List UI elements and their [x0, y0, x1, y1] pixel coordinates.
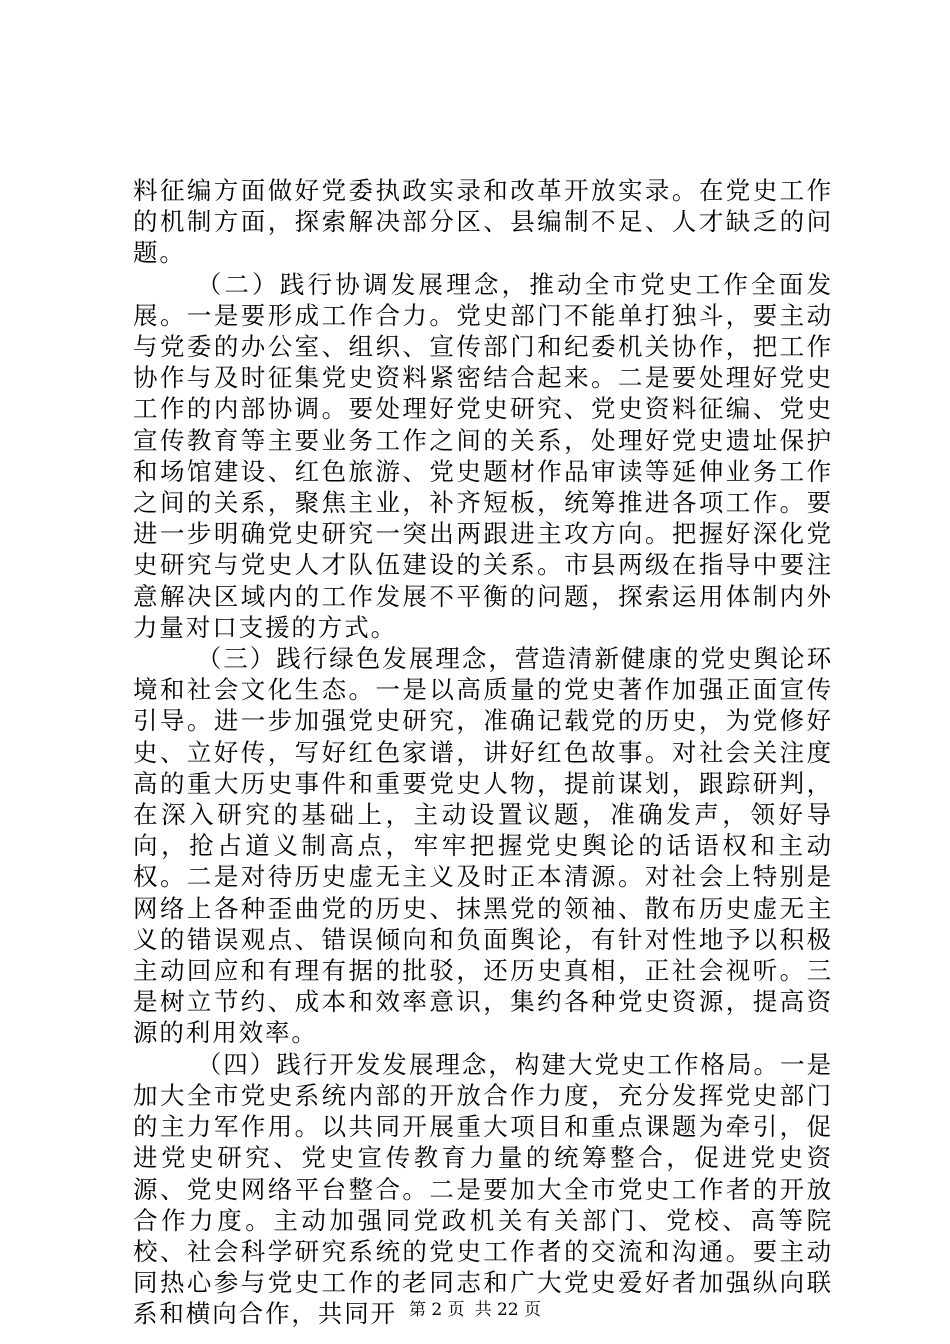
paragraph-4: （四）践行开发发展理念，构建大党史工作格局。一是加大全市党史系统内部的开放合作力度，充分发挥党史部门的主力军作用。以共同开展重大项目和重点课题为牵引，促进党史研究、党史宣传教育力量的统筹整合，促进党史资源、党史网络平台整合。二是要加大全市党史工作者的开放合作力度。主动加强同党政机关有关部门、党校、高等院校、社会科学研究系统的党史工作者的交流和沟通。要主动同热心参与党史工作的老同志和广大党史爱好者加强纵向联系和横向合作，共同开	[133, 1049, 833, 1329]
document-body	[133, 175, 833, 1330]
page-number: 第 2 页	[408, 1300, 465, 1320]
page-total: 共 22 页	[474, 1300, 542, 1320]
paragraph-3: （三）践行绿色发展理念，营造清新健康的党史舆论环境和社会文化生态。一是以高质量的党史著作加强正面宣传引导。进一步加强党史研究，准确记载党的历史，为党修好史、立好传，写好红色家谱，讲好红色故事。对社会关注度高的重大历史事件和重要党史人物，提前谋划，跟踪研判，在深入研究的基础上，主动设置议题，准确发声，领好导向，抢占道义制高点，牢牢把握党史舆论的话语权和主动权。二是对待历史虚无主义及时正本清源。对社会上特别是网络上各种歪曲党的历史、抹黑党的领袖、散布历史虚无主义的错误观点、错误倾向和负面舆论，有针对性地予以积极主动回应和有理有据的批驳，还历史真相，正社会视听。三是树立节约、成本和效率意识，集约各种党史资源，提高资源的利用效率。	[133, 644, 833, 1048]
paragraph-1: 料征编方面做好党委执政实录和改革开放实录。在党史工作的机制方面，探索解决部分区、县编制不足、人才缺乏的问题。	[133, 176, 833, 268]
page-footer	[0, 1300, 950, 1320]
paragraph-2: （二）践行协调发展理念，推动全市党史工作全面发展。一是要形成工作合力。党史部门不能单打独斗，要主动与党委的办公室、组织、宣传部门和纪委机关协作，把工作协作与及时征集党史资料紧密结合起来。二是要处理好党史工作的内部协调。要处理好党史研究、党史资料征编、党史宣传教育等主要业务工作之间的关系，处理好党史遗址保护和场馆建设、红色旅游、党史题材作品审读等延伸业务工作之间的关系，聚焦主业，补齐短板，统筹推进各项工作。要进一步明确党史研究一突出两跟进主攻方向。把握好深化党史研究与党史人才队伍建设的关系。市县两级在指导中要注意解决区域内的工作发展不平衡的问题，探索运用体制内外力量对口支援的方式。	[133, 269, 833, 642]
